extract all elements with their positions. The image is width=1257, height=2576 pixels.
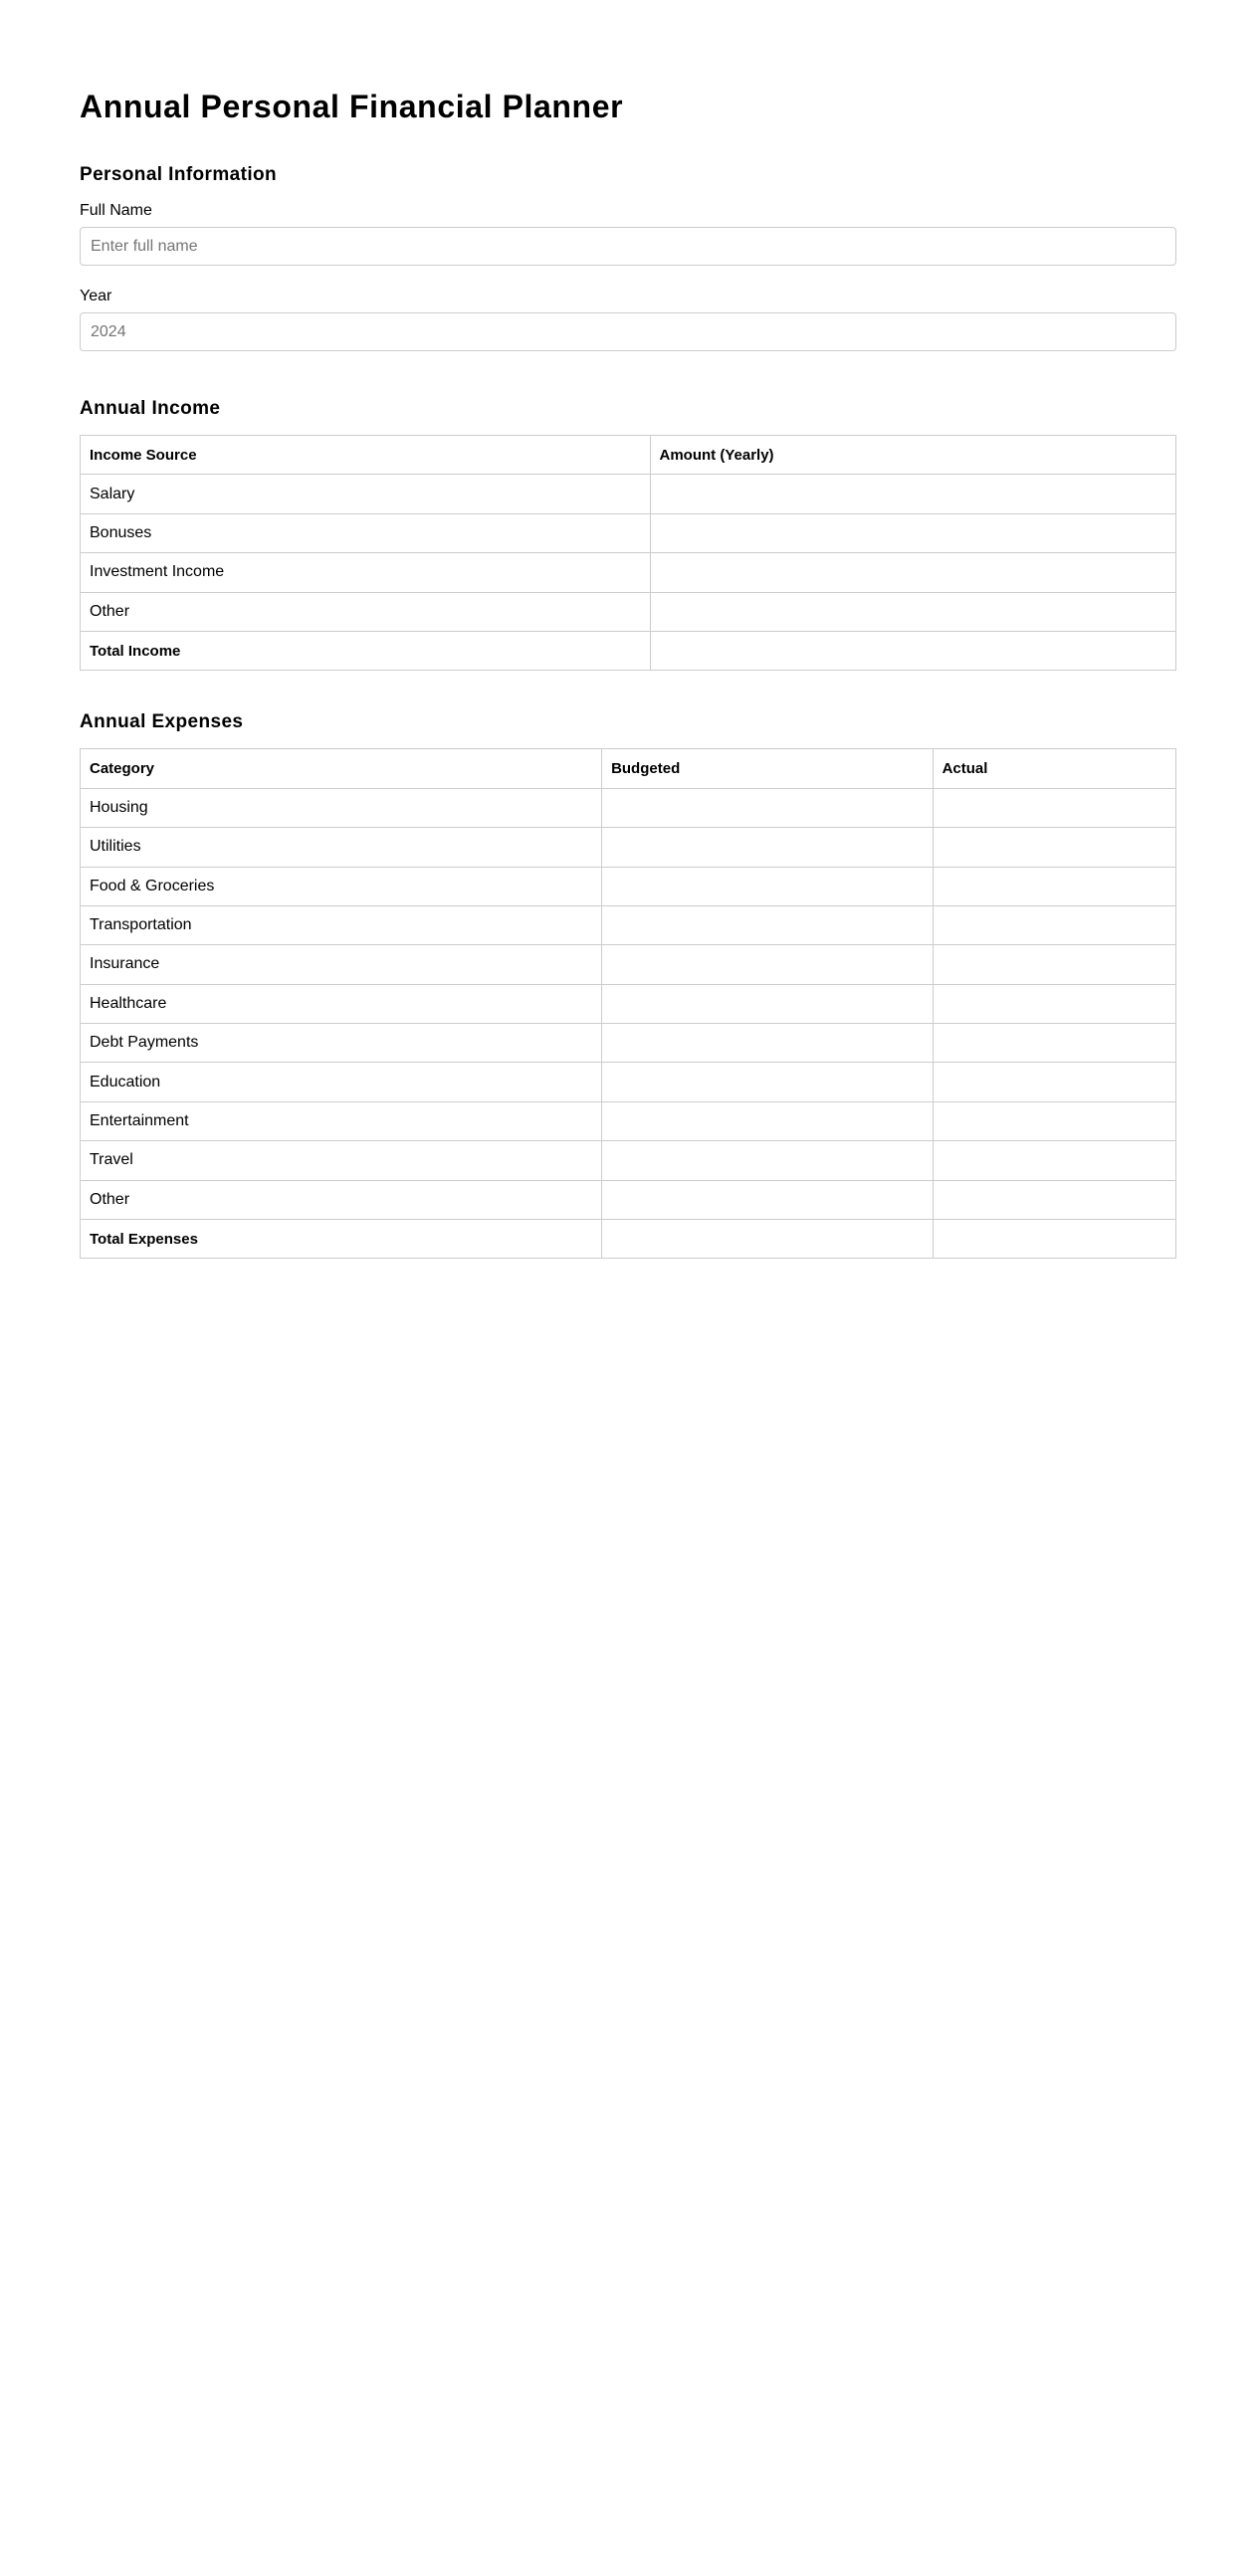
expense-actual-cell[interactable] bbox=[933, 905, 1175, 944]
expense-actual-cell[interactable] bbox=[933, 1141, 1175, 1180]
personal-information-heading: Personal Information bbox=[80, 164, 278, 185]
total-income-amount-cell[interactable] bbox=[650, 631, 1175, 670]
expense-budgeted-cell[interactable] bbox=[602, 1101, 934, 1140]
expense-category-cell: Healthcare bbox=[81, 984, 602, 1023]
expense-category-cell: Insurance bbox=[81, 945, 602, 984]
budgeted-column-header: Budgeted bbox=[602, 749, 934, 788]
expense-actual-cell[interactable] bbox=[933, 788, 1175, 827]
year-input[interactable] bbox=[80, 312, 1176, 351]
expense-row-travel bbox=[81, 1141, 1176, 1180]
income-total-row bbox=[81, 631, 1176, 670]
income-table-header-row bbox=[81, 436, 1176, 475]
expense-budgeted-cell[interactable] bbox=[602, 788, 934, 827]
expense-row-food-groceries bbox=[81, 867, 1176, 905]
expense-row-debt-payments bbox=[81, 1024, 1176, 1063]
expense-row-healthcare bbox=[81, 984, 1176, 1023]
expense-budgeted-cell[interactable] bbox=[602, 1063, 934, 1101]
expense-category-cell: Travel bbox=[81, 1141, 602, 1180]
income-source-cell: Salary bbox=[81, 475, 651, 513]
expense-budgeted-cell[interactable] bbox=[602, 867, 934, 905]
expense-category-cell: Food & Groceries bbox=[81, 867, 602, 905]
expense-row-transportation bbox=[81, 905, 1176, 944]
expense-category-cell: Entertainment bbox=[81, 1101, 602, 1140]
expense-budgeted-cell[interactable] bbox=[602, 1180, 934, 1219]
actual-column-header: Actual bbox=[933, 749, 1175, 788]
total-expenses-label: Total Expenses bbox=[81, 1220, 602, 1259]
personal-information-section bbox=[80, 163, 1176, 351]
full-name-label: Full Name bbox=[80, 202, 152, 219]
expense-budgeted-cell[interactable] bbox=[602, 828, 934, 867]
expenses-table bbox=[80, 748, 1176, 1259]
income-source-cell: Investment Income bbox=[81, 553, 651, 592]
expense-row-insurance bbox=[81, 945, 1176, 984]
expense-budgeted-cell[interactable] bbox=[602, 984, 934, 1023]
income-source-cell: Bonuses bbox=[81, 513, 651, 552]
expense-actual-cell[interactable] bbox=[933, 1101, 1175, 1140]
expense-budgeted-cell[interactable] bbox=[602, 905, 934, 944]
annual-expenses-section bbox=[80, 710, 1176, 1259]
expense-category-cell: Education bbox=[81, 1063, 602, 1101]
expense-row-utilities bbox=[81, 828, 1176, 867]
expense-budgeted-cell[interactable] bbox=[602, 1141, 934, 1180]
full-name-input[interactable] bbox=[80, 227, 1176, 266]
expense-budgeted-cell[interactable] bbox=[602, 945, 934, 984]
expense-budgeted-cell[interactable] bbox=[602, 1024, 934, 1063]
income-amount-cell[interactable] bbox=[650, 513, 1175, 552]
income-source-cell: Other bbox=[81, 592, 651, 631]
planner-page bbox=[0, 0, 1257, 1259]
annual-income-heading: Annual Income bbox=[80, 398, 221, 419]
expense-actual-cell[interactable] bbox=[933, 1063, 1175, 1101]
income-row-investment-income bbox=[81, 553, 1176, 592]
expense-row-housing bbox=[81, 788, 1176, 827]
expense-row-entertainment bbox=[81, 1101, 1176, 1140]
amount-yearly-column-header: Amount (Yearly) bbox=[650, 436, 1175, 475]
year-label: Year bbox=[80, 288, 112, 304]
page-title: Annual Personal Financial Planner bbox=[80, 89, 624, 124]
expense-actual-cell[interactable] bbox=[933, 828, 1175, 867]
income-row-bonuses bbox=[81, 513, 1176, 552]
annual-expenses-heading: Annual Expenses bbox=[80, 711, 244, 733]
total-expenses-actual-cell[interactable] bbox=[933, 1220, 1175, 1259]
income-amount-cell[interactable] bbox=[650, 553, 1175, 592]
category-column-header: Category bbox=[81, 749, 602, 788]
total-expenses-budgeted-cell[interactable] bbox=[602, 1220, 934, 1259]
expense-actual-cell[interactable] bbox=[933, 867, 1175, 905]
income-source-column-header: Income Source bbox=[81, 436, 651, 475]
annual-income-section bbox=[80, 397, 1176, 671]
expense-category-cell: Other bbox=[81, 1180, 602, 1219]
expense-category-cell: Transportation bbox=[81, 905, 602, 944]
total-income-label: Total Income bbox=[81, 631, 651, 670]
expenses-table-header-row bbox=[81, 749, 1176, 788]
income-amount-cell[interactable] bbox=[650, 475, 1175, 513]
expense-actual-cell[interactable] bbox=[933, 1180, 1175, 1219]
income-row-salary bbox=[81, 475, 1176, 513]
expense-actual-cell[interactable] bbox=[933, 945, 1175, 984]
income-table bbox=[80, 435, 1176, 671]
income-row-other bbox=[81, 592, 1176, 631]
expense-actual-cell[interactable] bbox=[933, 984, 1175, 1023]
expense-category-cell: Housing bbox=[81, 788, 602, 827]
expense-category-cell: Utilities bbox=[81, 828, 602, 867]
expenses-total-row bbox=[81, 1220, 1176, 1259]
income-amount-cell[interactable] bbox=[650, 592, 1175, 631]
expense-actual-cell[interactable] bbox=[933, 1024, 1175, 1063]
expense-row-education bbox=[81, 1063, 1176, 1101]
expense-category-cell: Debt Payments bbox=[81, 1024, 602, 1063]
expense-row-other bbox=[81, 1180, 1176, 1219]
